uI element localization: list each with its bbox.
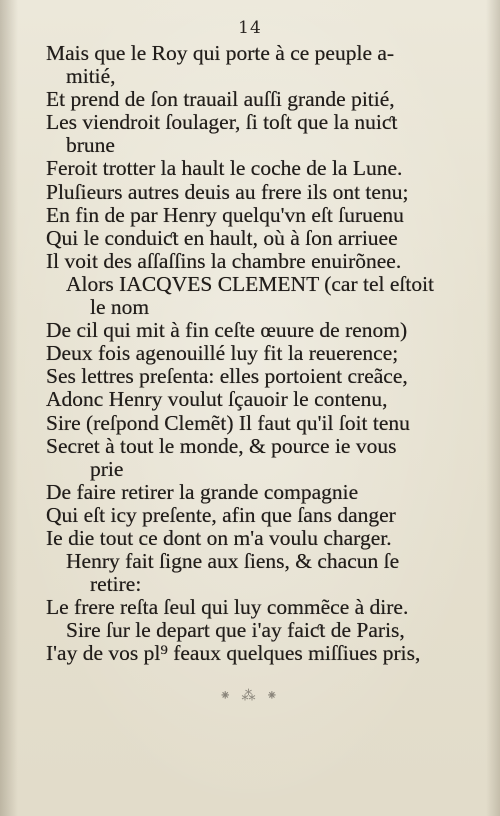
verse-line: Mais que le Roy qui porte à ce peuple a- xyxy=(46,41,395,65)
verse-line: Feroit trotter la hault le coche de la Lune. xyxy=(46,156,403,181)
verse-line: Secret à tout le monde, & pource ie vous xyxy=(46,433,397,458)
verse-line: Sire (reſpond Clemẽt) Il faut qu'il ſoit tenu xyxy=(46,410,410,435)
verse-line: prie xyxy=(90,456,124,481)
verse-line: retire: xyxy=(90,572,142,597)
verse-line: Deux fois agenouillé luy fit la reuerence; xyxy=(46,341,399,366)
verse-line: Alors IACQVES CLEMENT (car tel eſtoit xyxy=(66,271,435,296)
verse-line: Ie die tout ce dont on m'a voulu charger. xyxy=(46,525,392,550)
verse-line: Qui le conduiƈt en hault, où à ſon arriuee xyxy=(46,225,398,250)
verse-line: Sire ſur le depart que i'ay faiƈt de Paris, xyxy=(66,618,405,643)
page-number: 14 xyxy=(238,18,262,38)
verse-line: Pluſieurs autres deuis au frere ils ont tenu; xyxy=(46,179,409,204)
verse-line: mitié, xyxy=(66,64,116,89)
verse-line: Henry fait ſigne aux ſiens, & chacun ſe xyxy=(66,549,400,574)
verse-line: Le frere reſta ſeul qui luy commẽce à dire. xyxy=(46,595,409,620)
verse-line: Ses lettres preſenta: elles portoient creãce, xyxy=(46,364,408,389)
verse-line: Adonc Henry voulut ſçauoir le contenu, xyxy=(46,387,388,412)
verse-line: le nom xyxy=(90,295,150,320)
verse-line: I'ay de vos pl⁹ feaux quelques miſſiues pris, xyxy=(46,641,421,666)
verse-line: De cil qui mit à fin ceſte œuure de renom) xyxy=(46,318,408,343)
verse-line: Les viendroit ſoulager, ſi toſt que la nuiƈt xyxy=(46,110,398,135)
verse-line: Et prend de ſon trauail auſſi grande pitié, xyxy=(46,87,395,112)
verse-line: De faire retirer la grande compagnie xyxy=(46,479,359,504)
page-ornament: ⁕ ⁂ ⁕ xyxy=(219,688,281,704)
verse-text-block xyxy=(46,42,446,666)
verse-line: Qui eſt icy preſente, afin que ſans danger xyxy=(46,502,396,527)
verse-line: Il voit des aſſaſſins la chambre enuirõnee. xyxy=(46,248,402,273)
verse-line: En fin de par Henry quelqu'vn eſt ſuruenu xyxy=(46,202,404,227)
verse-line: brune xyxy=(66,133,115,158)
